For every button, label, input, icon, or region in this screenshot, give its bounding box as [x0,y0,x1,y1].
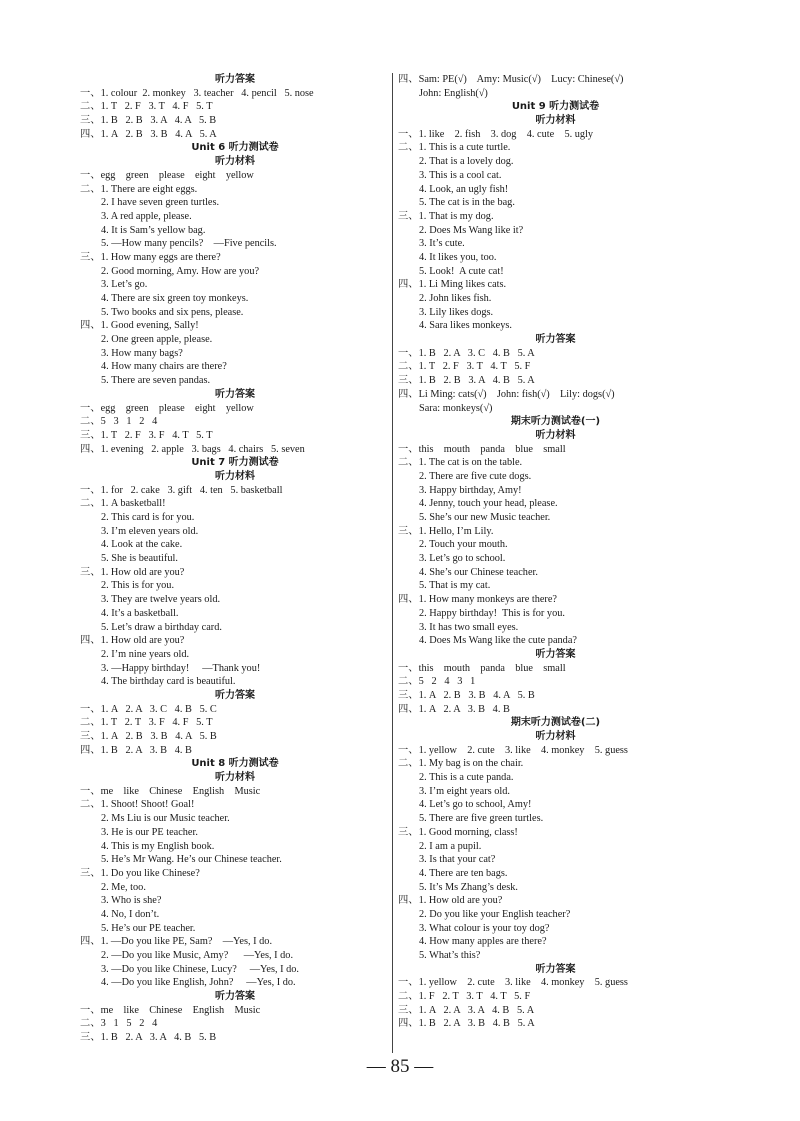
text-line: 4. The birthday card is beautiful. [101,676,236,688]
text-line: 一、1. like 2. fish 3. dog 4. cute 5. ugly [398,128,594,140]
text-line: 5. Look! A cute cat! [419,265,504,277]
text-line: 2. One green apple, please. [101,334,213,346]
text-line: 4. No, I don’t. [101,908,160,920]
section-heading: 听力材料 [535,429,576,441]
text-line: 4. Jenny, touch your head, please. [419,498,558,510]
text-line: 2. Ms Liu is our Music teacher. [101,813,230,825]
text-line: 3. It has two small eyes. [419,621,519,633]
text-line: 2. —Do you like Music, Amy? —Yes, I do. [101,950,294,961]
text-line: 3. This is a cool cat. [419,169,502,181]
text-line: 2. Good morning, Amy. How are you? [101,265,260,277]
text-line: 4. There are ten bags. [419,867,508,879]
text-line: 四、1. —Do you like PE, Sam? —Yes, I do. [80,936,273,948]
text-line: 二、1. Shoot! Shoot! Goal! [80,799,195,811]
text-line: 4. Look, an ugly fish! [419,183,509,195]
text-line: 一、1. A 2. A 3. C 4. B 5. C [80,703,217,715]
text-line: 一、1. yellow 2. cute 3. like 4. monkey 5. guess [398,744,628,756]
section-heading: Unit 9 听力测试卷 [511,101,600,113]
text-line: 4. It likes you, too. [419,251,497,263]
text-line: 3. I’m eight years old. [419,785,510,797]
section-heading: Unit 8 听力测试卷 [191,758,279,770]
text-line: 5. Let’s draw a birthday card. [101,621,222,633]
section-heading: Unit 6 听力测试卷 [191,142,279,154]
text-line: 3. I’m eleven years old. [101,525,199,537]
section-heading: 听力材料 [215,156,255,168]
text-line: 4. It is Sam’s yellow bag. [101,224,206,236]
text-line: 2. Touch your mouth. [419,539,508,551]
text-line: 5. —How many pencils? —Five pencils. [101,238,277,250]
text-line: 三、1. A 2. B 3. B 4. A 5. B [80,731,217,742]
text-line: John: English(√) [419,87,488,99]
text-line: 3. It’s cute. [419,238,465,250]
text-line: 4. Let’s go to school, Amy! [419,799,532,811]
text-line: 3. Happy birthday, Amy! [419,484,522,496]
section-heading: 听力材料 [535,731,576,742]
section-heading: 期末听力测试卷(一) [510,416,601,428]
text-line: 3. —Do you like Chinese, Lucy? —Yes, I do. [101,963,300,975]
text-line: 一、me like Chinese English Music [80,1004,261,1016]
text-line: 2. Do you like your English teacher? [419,908,571,920]
text-line: 2. Does Ms Wang like it? [419,224,524,236]
text-line: 一、1. for 2. cake 3. gift 4. ten 5. basketball [80,484,283,496]
text-line: 四、1. A 2. B 3. B 4. A 5. A [80,128,217,140]
text-line: Sara: monkeys(√) [419,402,493,414]
text-line: 三、1. T 2. F 3. F 4. T 5. T [80,429,213,441]
column-divider [392,73,393,1053]
text-line: 四、1. B 2. A 3. B 4. B [80,744,192,756]
text-line: 一、1. yellow 2. cute 3. like 4. monkey 5. guess [398,977,628,989]
text-line: 三、1. A 2. A 3. A 4. B 5. A [398,1004,535,1016]
text-line: 二、3 1 5 2 4 [80,1018,158,1030]
text-line: 四、1. A 2. A 3. B 4. B [398,703,510,715]
text-line: 二、5 2 4 3 1 [398,676,476,688]
text-line: 5. The cat is in the bag. [419,197,515,209]
text-line: 2. I’m nine years old. [101,648,190,660]
text-line: 4. Does Ms Wang like the cute panda? [419,635,577,647]
text-line: 5. He’s our PE teacher. [101,922,196,934]
text-line: 4. It’s a basketball. [101,607,179,619]
text-line: 5. What’s this? [419,950,481,961]
text-line: 3. What colour is your toy dog? [419,922,550,934]
text-line: 二、1. T 2. F 3. T 4. T 5. F [398,361,531,373]
text-line: 一、this mouth panda blue small [398,443,566,455]
text-line: 4. Sara likes monkeys. [419,320,512,332]
page-number: — 85 — [366,1056,434,1077]
text-line: 三、1. B 2. A 3. A 4. B 5. B [80,1032,217,1044]
text-line: 2. I have seven green turtles. [101,197,220,209]
text-line: 2. This is for you. [101,580,175,592]
text-line: 四、Li Ming: cats(√) John: fish(√) Lily: dogs(√) [398,388,615,400]
text-line: 3. Is that your cat? [419,854,496,866]
text-line: 三、1. How old are you? [80,566,185,578]
text-line: 三、1. How many eggs are there? [80,251,221,263]
right-column [398,73,713,1031]
section-heading: 听力答案 [215,689,255,701]
section-heading: 听力答案 [215,388,255,400]
text-line: 一、this mouth panda blue small [398,662,566,674]
text-line: 5. She is beautiful. [101,553,178,565]
section-heading: 听力答案 [535,963,576,975]
section-heading: 听力材料 [535,115,576,127]
text-line: 2. I am a pupil. [419,840,482,852]
text-line: 2. There are five cute dogs. [419,470,532,482]
text-line: 四、1. evening 2. apple 3. bags 4. chairs 5. seven [80,443,305,455]
text-line: 二、1. There are eight eggs. [80,183,198,195]
text-line: 4. Look at the cake. [101,539,183,551]
text-line: 2. That is a lovely dog. [419,156,514,168]
text-line: 二、1. T 2. T 3. F 4. F 5. T [80,717,213,729]
text-line: 3. He is our PE teacher. [101,826,198,838]
text-line: 四、1. How old are you? [80,635,185,647]
text-line: 5. There are seven pandas. [101,375,211,387]
text-line: 四、1. B 2. A 3. B 4. B 5. A [398,1018,535,1030]
text-line: 三、1. Good morning, class! [398,826,518,838]
text-line: 2. This is a cute panda. [419,772,514,784]
text-line: 三、1. B 2. B 3. A 4. B 5. A [398,375,535,387]
text-line: 3. They are twelve years old. [101,594,221,606]
text-line: 四、1. How many monkeys are there? [398,594,557,606]
text-line: 一、egg green please eight yellow [80,402,254,414]
text-line: 三、1. B 2. B 3. A 4. A 5. B [80,115,217,127]
section-heading: 听力材料 [215,772,255,784]
text-line: 2. Me, too. [101,881,146,893]
text-line: 4. She’s our Chinese teacher. [419,566,538,578]
text-line: 一、1. B 2. A 3. C 4. B 5. A [398,347,535,359]
text-line: 二、1. This is a cute turtle. [398,142,511,154]
text-line: 二、1. F 2. T 3. T 4. T 5. F [398,991,531,1003]
section-heading: 听力答案 [215,74,255,85]
text-line: 3. —Happy birthday! —Thank you! [101,662,261,674]
text-line: 4. How many apples are there? [419,936,547,948]
text-line: 一、1. colour 2. monkey 3. teacher 4. pencil 5. nose [80,87,314,99]
text-line: 三、1. A 2. B 3. B 4. A 5. B [398,689,535,701]
text-line: 4. This is my English book. [101,840,215,852]
text-line: 3. Let’s go. [101,279,148,291]
text-line: 一、egg green please eight yellow [80,169,254,181]
section-heading: 听力答案 [215,991,255,1003]
section-heading: Unit 7 听力测试卷 [191,457,279,469]
section-heading: 听力材料 [215,470,255,482]
text-line: 二、1. The cat is on the table. [398,457,523,469]
text-line: 四、1. Good evening, Sally! [80,320,199,332]
text-line: 四、1. Li Ming likes cats. [398,279,507,291]
section-heading: 期末听力测试卷(二) [510,717,601,729]
text-line: 四、1. How old are you? [398,895,503,907]
text-line: 三、1. Hello, I’m Lily. [398,525,494,537]
section-heading: 听力答案 [535,648,576,660]
section-heading: 听力答案 [535,334,576,346]
text-line: 3. Lily likes dogs. [419,306,494,318]
text-line: 5. She’s our new Music teacher. [419,512,551,523]
text-line: 二、5 3 1 2 4 [80,416,158,428]
text-line: 二、1. My bag is on the chair. [398,758,524,770]
text-line: 三、1. Do you like Chinese? [80,867,200,879]
text-line: 二、1. T 2. F 3. T 4. F 5. T [80,101,213,113]
text-line: 二、1. A basketball! [80,498,166,510]
text-line: 3. A red apple, please. [101,210,192,222]
text-line: 5. Two books and six pens, please. [101,306,244,318]
text-line: 2. Happy birthday! This is for you. [419,607,565,619]
text-line: 2. This card is for you. [101,512,195,523]
text-line: 一、me like Chinese English Music [80,785,261,797]
text-line: 4. How many chairs are there? [101,361,227,373]
text-line: 3. Let’s go to school. [419,553,506,565]
text-line: 4. There are six green toy monkeys. [101,293,249,304]
text-line: 2. John likes fish. [419,293,492,304]
text-line: 5. That is my cat. [419,580,491,592]
left-column [80,73,390,1045]
text-line: 4. —Do you like English, John? —Yes, I do. [101,977,296,989]
text-line: 3. Who is she? [101,895,162,907]
text-line: 3. How many bags? [101,347,183,359]
text-line: 三、1. That is my dog. [398,210,494,222]
text-line: 5. It’s Ms Zhang’s desk. [419,881,518,893]
text-line: 5. He’s Mr Wang. He’s our Chinese teacher. [101,854,282,866]
text-line: 四、Sam: PE(√) Amy: Music(√) Lucy: Chinese(√) [398,74,624,85]
text-line: 5. There are five green turtles. [419,813,544,825]
